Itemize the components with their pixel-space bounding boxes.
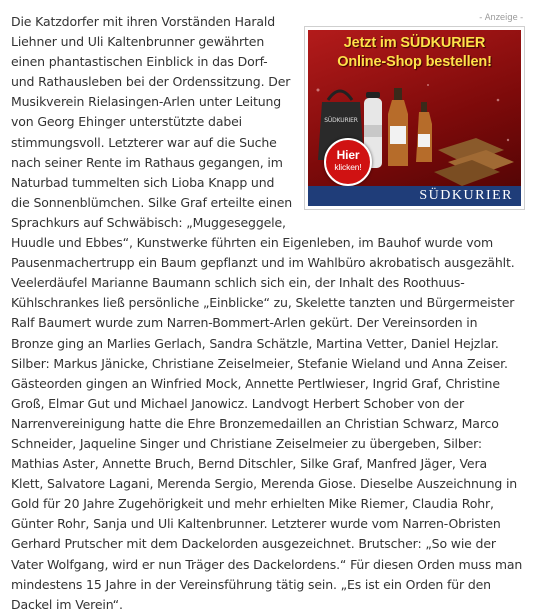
article-paragraph: Die Katzdorfer mit ihren Vorständen Harald Liehner und Uli Kaltenbrunner gewährten einen phantastischen Einblick in das Dorf- und Rathausleben bei der Ordenssitzung. Der Musikverein Rielasingen-Arlen unter Leitung von Georg Ehinger unterstützte dabei stimmungsvoll. Letzterer war auf die Suche nach seiner Rente im Rathaus gegangen, im Naturbad tummelten sich Lioba Knapp und die Sonnenblümchen. Silke Graf erteilte einen Sprachkurs auf Schwäbisch: „Muggeseggele, Huudle und Ebbes“, Kunstwerke führten ein Eigenleben, im Bauhof wurde vom Pausenmachertrupp ein Baum gepflanzt und im Wahlbüro akrobatisch ausgezählt. Veelerdäufel Marianne Baumann schlich sich ein, der Inhalt des Roothuus-Kühlschrankes ließ persönliche „Einblicke“ zu, Skelette tanzten und Bürgermeister Ralf Baumert wurde zum Narren-Bommert-Arlen gekürt. Der Vereinsorden in Bronze ging an Marlies Gerlach, Sandra Schätzle, Martina Vetter, Daniel Hejzlar. Silber: Markus Jänicke, Christiane Zeiselmeier, Stefanie Wieland und Anna Zeiser. Gästeorden gingen an Winfried Mock, Annette Pertlwieser, Ingrid Graf, Christine Groß, Elmar Gut und Michael Janowicz. Landvogt Herbert Schober von der Narrenvereinigung hatte die Ehre Bronzemedaillen an Christian Schwarz, Marco Schneider, Jaqueline Singer und Christiane Zeiselmeier zu übergeben, Silber: Mathias Aster, Annette Bruch, Bernd Ditschler, Silke Graf, Manfred Jäger, Vera Klett, Salvatore Lagani, Merenda Sergio, Merenda Giose. Dieselbe Auszeichnung in Gold für 20 Jahre Zugehörigkeit und mehr erhielten Mike Riemer, Claudia Rohr, Günter Rohr, Sanja und Uli Kaltenbrunner. Letzterer wurde vom Narren-Obristen Gerhard Prutscher mit dem Dackelorden ausgezeichnet. Brutscher: „So wie der Vater Wolfgang, wird er nun Träger des Dackelordens.“ Für diesen Orden muss man mindestens 15 Jahre in der Vereinsführung tätig sein. „Es ist ein Orden für den Dackel im Verein“. xyxy=(11,14,523,612)
click-here-button[interactable]: Hier klicken! xyxy=(324,138,372,186)
suedkurier-logo: SÜDKURIER xyxy=(308,186,521,206)
bottle-icon xyxy=(416,102,432,162)
ad-frame xyxy=(304,26,525,210)
ad-label: - Anzeige - xyxy=(479,13,523,23)
coaster-icon xyxy=(434,138,514,186)
article-body xyxy=(11,12,523,615)
advertisement xyxy=(304,12,523,210)
svg-text:SÜDKURIER: SÜDKURIER xyxy=(324,117,358,124)
bottle-icon xyxy=(388,88,408,166)
ad-headline: Jetzt im SÜDKURIER Online-Shop bestellen! xyxy=(337,35,492,70)
ad-banner-link[interactable] xyxy=(308,30,521,206)
